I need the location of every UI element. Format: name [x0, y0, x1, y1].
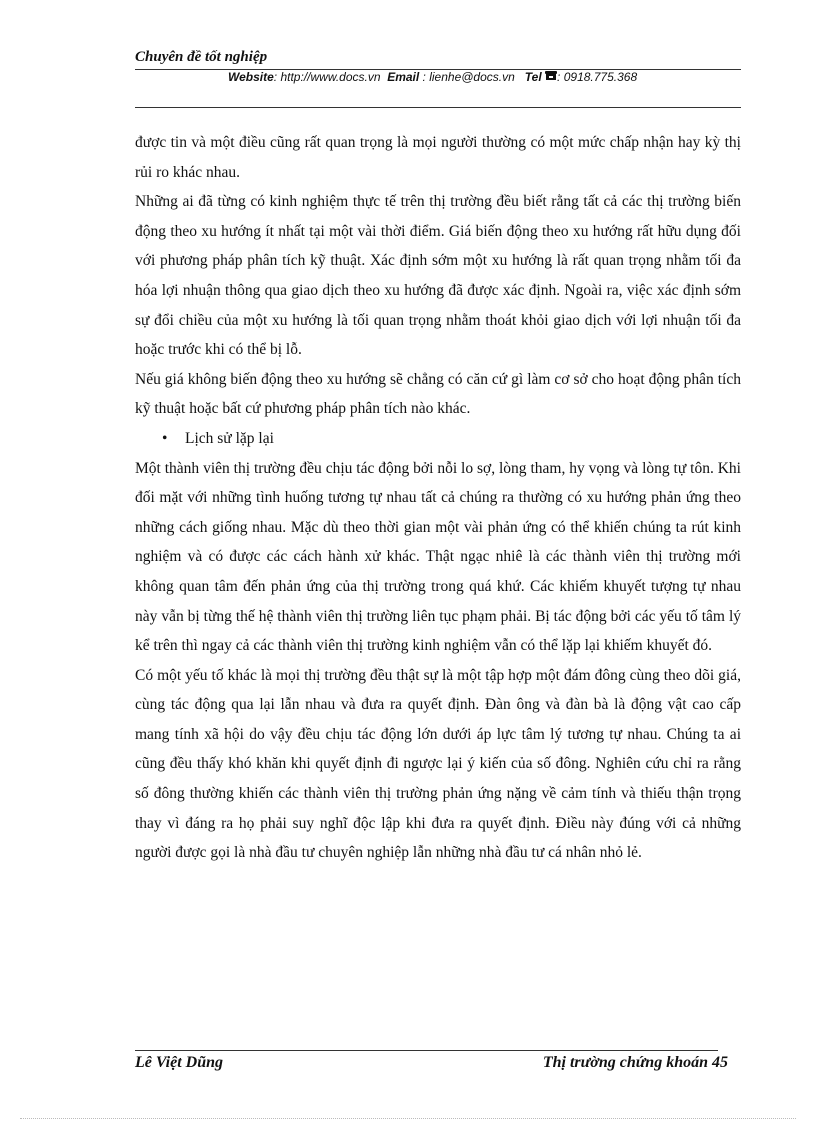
phone-icon: [545, 70, 557, 84]
document-body: [135, 128, 741, 868]
tel-value: : 0918.775.368: [557, 70, 638, 84]
document-header-title: Chuyên đề tốt nghiệp: [135, 49, 268, 65]
paragraph-2: Những ai đã từng có kinh nghiệm thực tế trên thị trường đều biết rằng tất cả các thị trường biến động theo xu hướng ít nhất tại một vài thời điểm. Giá biến động theo xu hướng rất hữu dụng đối với phương pháp phân tích kỹ thuật. Xác định sớm một xu hướng là rất quan trọng nhằm tối đa hóa lợi nhuận thông qua giao dịch theo xu hướng đã được xác định. Ngoài ra, việc xác định sớm sự đổi chiều của một xu hướng là tối quan trọng nhằm thoát khỏi giao dịch với lợi nhuận tối đa hoặc trước khi có thể bị lỗ.: [135, 193, 741, 359]
email-label: Email: [387, 70, 420, 84]
page-edge-divider: [20, 1118, 796, 1119]
website-value: : http://www.docs.vn: [273, 70, 381, 84]
bullet-icon: •: [162, 429, 168, 447]
bullet-text: Lịch sử lặp lại: [185, 429, 274, 447]
paragraph-4: Một thành viên thị trường đều chịu tác động bởi nỗi lo sợ, lòng tham, hy vọng và lòng tự tôn. Khi đối mặt với những tình huống tương tự nhau tất cả chúng ra thường có xu hướng phản ứng theo những cách giống nhau. Mặc dù theo thời gian một vài phản ứng có thể khiến chúng ta rút kinh nghiệm và có được các cách hành xử khác. Thật ngạc nhiê là các thành viên thị trường mới không quan tâm đến phản ứng của thị trường trong quá khứ. Các khiếm khuyết tượng tự nhau này vẫn bị từng thế hệ thành viên thị trường liên tục phạm phải. Bị tác động bởi các yếu tố tâm lý kể trên thì ngay cả các thành viên thị trường kinh nghiệm vẫn có thể lặp lại khiếm khuyết đó.: [135, 459, 741, 655]
paragraph-3: Nếu giá không biến động theo xu hướng sẽ chẳng có căn cứ gì làm cơ sở cho hoạt động phân tích kỹ thuật hoặc bất cứ phương pháp phân tích nào khác.: [135, 370, 741, 418]
footer-course: Thị trường chứng khoán 45: [542, 1054, 728, 1071]
paragraph-1: được tin và một điều cũng rất quan trọng là mọi người thường có một mức chấp nhận hay kỳ thị rủi ro khác nhau.: [135, 134, 741, 181]
bullet-item: [135, 424, 741, 454]
header-divider-bottom: [135, 107, 741, 108]
tel-label: Tel: [524, 70, 542, 84]
footer-divider: [135, 1050, 718, 1051]
footer-author: Lê Việt Dũng: [135, 1054, 224, 1071]
header-contact-line: [228, 70, 637, 84]
email-value: : lienhe@docs.vn: [422, 70, 515, 84]
paragraph-5: Có một yếu tố khác là mọi thị trường đều thật sự là một tập hợp một đám đông cùng theo dõi giá, cùng tác động qua lại lẫn nhau và đưa ra quyết định. Đàn ông và đàn bà là động vật cao cấp mang tính xã hội do vậy đều chịu tác động lớn dưới áp lực tâm lý tương tự nhau. Chúng ta ai cũng đều thấy khó khăn khi quyết định đi ngược lại ý kiến của số đông. Nghiên cứu chỉ ra rằng số đông thường khiến các thành viên thị trường phản ứng nặng về cảm tính và thiếu thận trọng thay vì đáng ra họ phải suy nghĩ độc lập khi đưa ra quyết định. Điều này đúng với cả những người được gọi là nhà đầu tư chuyên nghiệp lẫn những nhà đầu tư cá nhân nhỏ lẻ.: [135, 666, 741, 862]
website-label: Website: [228, 70, 274, 84]
